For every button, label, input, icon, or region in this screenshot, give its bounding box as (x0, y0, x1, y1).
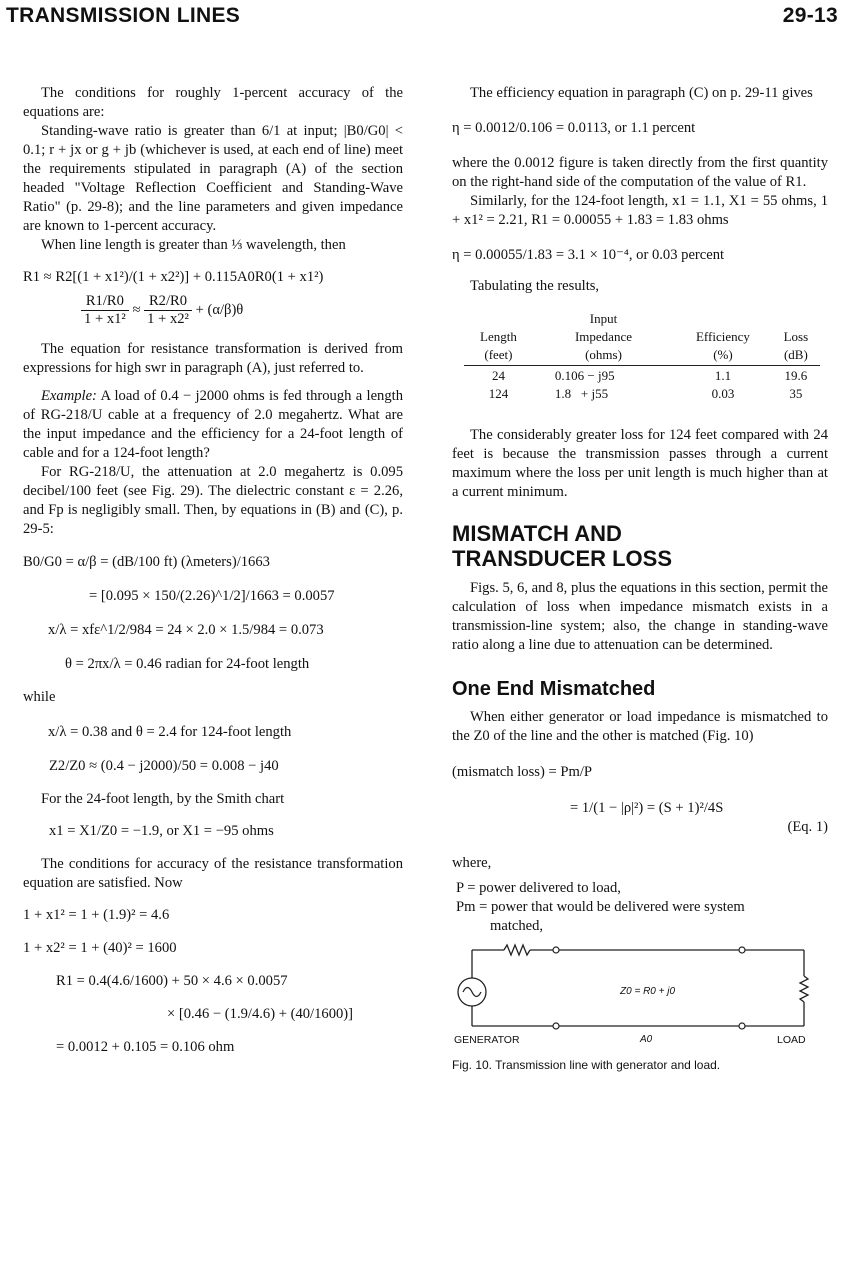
equation: = 0.0012 + 0.105 = 0.106 ohm (56, 1039, 235, 1055)
paragraph-example: Example: A load of 0.4 − j2000 ohms is fed through a length of RG-218/U cable at a frequency of 2.0 megahertz. What are the input impedance and the efficiency for a 24-foot length of cable and for a 124-foot length? (23, 388, 403, 461)
paragraph: The equation for resistance transformation is derived from expressions for high swr in paragraph (A), just referred to. (23, 341, 403, 376)
equation: x/λ = 0.38 and θ = 2.4 for 124-foot length (48, 724, 292, 740)
page-number: 29-13 (782, 4, 838, 27)
paragraph: The efficiency equation in paragraph (C) on p. 29-11 gives (470, 85, 813, 101)
equation: x/λ = xfε^1/2/984 = 24 × 2.0 × 1.5/984 = 0.073 (48, 622, 324, 638)
equation: x1 = X1/Z0 = −1.9, or X1 = −95 ohms (49, 823, 274, 839)
fraction: $\frac{R1/R0}{\text{1 + x1²}}$ (81, 293, 129, 328)
table-header-cell (674, 311, 772, 329)
table-header-cell (772, 311, 820, 329)
table-header-cell: Length (480, 329, 517, 344)
paragraph: Standing-wave ratio is greater than 6/1 at input; |B0/G0| < 0.1; r + jx or g + jb (whichever is used, at each end of line) meet the requirements stipulated in paragraph (A) of the section headed "Voltage Reflection Coefficient and Standing-Wave Ratio" (p. 29-8); and the line parameters and given impedance are known to 1-percent accuracy. (23, 123, 403, 234)
equation: 1 + x2² = 1 + (40)² = 1600 (23, 940, 177, 956)
table-cell: 124 (488, 386, 509, 401)
definition: matched, (490, 918, 544, 934)
table-cell: 0.106 − j95 (554, 368, 615, 383)
table-cell: 24 (491, 368, 505, 383)
table-row (464, 366, 820, 385)
equation: × [0.46 − (1.9/4.6) + (40/1600)] (167, 1006, 354, 1022)
subsection-heading: One End Mismatched (452, 678, 656, 700)
equation: Z2/Z0 ≈ (0.4 − j2000)/50 = 0.008 − j40 (49, 758, 279, 774)
left-column (23, 84, 403, 1057)
figure-caption: Fig. 10. Transmission line with generator and load. (452, 1058, 721, 1072)
figure-10 (452, 942, 828, 1052)
equation: R1 = 0.4(4.6/1600) + 50 × 4.6 × 0.0057 (56, 973, 288, 989)
equation: = 1/(1 − |ρ|²) = (S + 1)²/4S (570, 800, 724, 816)
table-header-cell: Input (589, 311, 618, 326)
running-header-title: TRANSMISSION LINES (6, 4, 241, 27)
table-header-cell: Impedance (574, 329, 632, 344)
load-label: LOAD (777, 1034, 806, 1046)
table-cell: 35 (789, 386, 803, 401)
table-cell: 1.1 (714, 368, 732, 383)
paragraph: When either generator or load impedance is mismatched to the Z0 of the line and the other is matched (Fig. 10) (452, 709, 828, 744)
paragraph: while (23, 689, 56, 705)
equation: = [0.095 × 150/(2.26)^1/2]/1663 = 0.0057 (89, 588, 335, 604)
equation: η = 0.00055/1.83 = 3.1 × 10⁻⁴, or 0.03 percent (452, 247, 725, 263)
table-header-cell: Loss (783, 329, 809, 344)
table-header-cell: (dB) (772, 347, 820, 366)
results-table (464, 311, 820, 402)
line-impedance-label: Z0 = R0 + j0 (620, 986, 676, 997)
table-header-cell: (%) (674, 347, 772, 366)
table-header-cell (464, 311, 533, 329)
definition: Pm = power that would be delivered were system (456, 899, 745, 915)
table-row (464, 384, 820, 402)
paragraph: For RG-218/U, the attenuation at 2.0 megahertz is 0.095 decibel/100 feet (see Fig. 29). The dielectric constant ε = 2.26, and Fp is negligibly small. Then, by equations in (B) and (C), p. 29-5: (23, 464, 403, 537)
equation: R1 ≈ R2[(1 + x1²)/(1 + x2²)] + 0.115A0R0(1 + x1²) (23, 269, 324, 285)
equation: η = 0.0012/0.106 = 0.0113, or 1.1 percent (452, 120, 696, 136)
paragraph: The conditions for roughly 1-percent accuracy of the equations are: (23, 85, 403, 120)
table-cell: 1.8 + j55 (554, 386, 609, 401)
paragraph: The considerably greater loss for 124 feet compared with 24 feet is because the transmission passes through a current maximum where the loss per unit length is much higher than at a current minimum. (452, 427, 828, 500)
equation: θ = 2πx/λ = 0.46 radian for 24-foot length (65, 656, 310, 672)
paragraph: where the 0.0012 figure is taken directly from the first quantity on the right-hand side of the computation of the value of R1. (452, 155, 828, 190)
table-cell: 19.6 (784, 368, 808, 383)
attenuation-label: A0 (640, 1034, 653, 1045)
equation-number: (Eq. 1) (787, 819, 828, 835)
right-column (452, 84, 828, 1075)
paragraph: For the 24-foot length, by the Smith chart (41, 791, 285, 807)
equation: (mismatch loss) = Pm/P (452, 764, 592, 780)
table-cell: 0.03 (711, 386, 735, 401)
equation: 1 + x1² = 1 + (1.9)² = 4.6 (23, 907, 170, 923)
equation: B0/G0 = α/β = (dB/100 ft) (λmeters)/1663 (23, 554, 270, 570)
section-heading: MISMATCH AND (452, 521, 622, 546)
table-header-cell: Efficiency (695, 329, 750, 344)
paragraph: Tabulating the results, (470, 278, 600, 294)
paragraph: Similarly, for the 124-foot length, x1 = 1.1, X1 = 55 ohms, 1 + x1² = 2.21, R1 = 0.00055 + 1.83 = 1.83 ohms (452, 193, 828, 228)
paragraph: where, (452, 855, 492, 871)
table-header-cell: (ohms) (533, 347, 674, 366)
definition: P = power delivered to load, (456, 880, 621, 896)
paragraph: The conditions for accuracy of the resistance transformation equation are satisfied. Now (23, 856, 403, 891)
example-label: Example: (41, 388, 97, 404)
fraction: $\frac{R2/R0}{\text{1 + x2²}}$ (144, 293, 192, 328)
section-heading: TRANSDUCER LOSS (452, 546, 673, 571)
paragraph: When line length is greater than ⅓ wavelength, then (41, 237, 346, 253)
table-header-cell: (feet) (464, 347, 533, 366)
paragraph: Figs. 5, 6, and 8, plus the equations in this section, permit the calculation of loss when impedance mismatch exists in a transmission-line system; also, the change in standing-wave ratio along a line due to attenuation can be determined. (452, 580, 828, 653)
generator-label: GENERATOR (454, 1034, 520, 1046)
equation-fraction: $\frac{R1/R0}{\text{1 + x1²}}$ ≈ $\frac{R2/R0}{\text{1 + x2²}}$ + (α/β)θ (23, 293, 403, 328)
